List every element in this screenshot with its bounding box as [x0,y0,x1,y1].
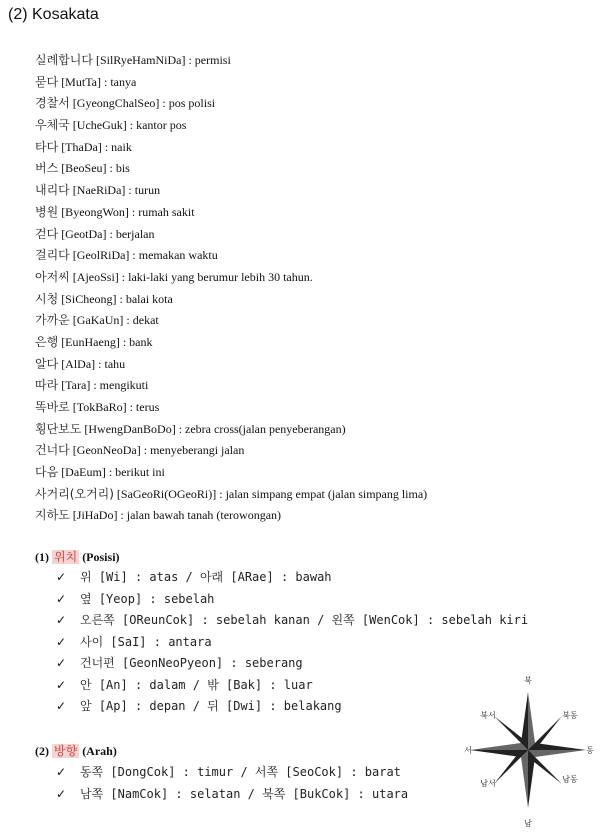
vocab-korean: 묻다 [35,74,59,89]
section-label: (Arah) [82,744,117,758]
section-heading-position [35,548,120,565]
check-item [56,632,528,654]
vocab-definition: [AlDa] : tahu [61,356,126,371]
compass-label-northwest: 북서 [480,711,496,720]
vocab-korean: 병원 [35,204,59,219]
vocab-item [35,137,427,159]
vocab-item [35,245,427,267]
compass-point-e [528,743,586,750]
check-icon: ✓ [56,699,67,713]
check-item-text: 남쪽 [NamCok] : selatan / 북쪽 [BukCok] : utara [80,786,409,801]
check-icon: ✓ [56,786,67,801]
vocab-item [35,115,427,137]
vocab-item [35,440,427,462]
vocab-item [35,310,427,332]
vocab-korean: 똑바로 [35,400,70,414]
vocab-definition: [SaGeoRi(OGeoRi)] : jalan simpang empat (jalan simpang lima) [116,486,428,501]
vocab-definition: [DaEum] : berikut ini [61,465,165,480]
vocab-item [35,332,427,354]
check-icon: ✓ [56,634,67,649]
compass-point-n [521,692,528,750]
vocab-definition: [SilRyeHamNiDa] : permisi [95,53,231,67]
vocab-item [35,180,427,202]
vocab-korean: 다음 [35,465,59,480]
vocab-item [35,72,427,94]
compass-label-east: 동 [586,746,594,755]
section-korean-title: 방향 [54,744,78,758]
vocab-korean: 시청 [35,291,59,306]
vocab-definition: [GeonNeoDa] : menyeberangi jalan [72,443,245,458]
vocab-korean: 버스 [35,161,59,176]
compass-rose-icon [456,672,600,832]
check-icon: ✓ [56,570,67,584]
vocab-definition: [GaKaUn] : dekat [72,313,159,328]
compass-label-west: 서 [464,746,472,755]
vocab-korean: 횡단보도 [35,421,82,436]
check-item-text: 앞 [Ap] : depan / 뒤 [Dwi] : belakang [80,699,342,713]
vocab-definition: [HwengDanBoDo] : zebra cross(jalan penyeberangan) [84,421,346,436]
check-icon: ✓ [56,765,67,779]
check-icon: ✓ [56,613,67,627]
vocab-korean: 은행 [35,334,59,349]
vocab-korean: 지하도 [35,508,70,523]
vocab-korean: 아저씨 [35,269,70,284]
vocab-item [35,354,427,376]
vocab-definition: [JiHaDo] : jalan bawah tanah (terowongan) [72,508,282,523]
check-item [56,762,408,784]
compass-label-northeast: 북동 [562,711,578,720]
vocab-korean: 따라 [35,378,59,393]
vocab-definition: [MutTa] : tanya [61,74,137,89]
compass-label-southwest: 남서 [480,779,496,788]
section-heading-direction [35,742,117,759]
vocab-korean: 우체국 [35,118,70,133]
vocab-item [35,224,427,246]
vocab-item [35,419,427,441]
vocab-definition: [GyeongChalSeo] : pos polisi [72,96,216,111]
vocab-item [35,267,427,289]
vocab-definition: [EunHaeng] : bank [61,334,153,349]
vocab-definition: [GeolRiDa] : memakan waktu [72,248,218,263]
vocab-korean: 걷다 [35,226,59,241]
vocab-korean: 가까운 [35,313,70,328]
check-item-text: 건너편 [GeonNeoPyeon] : seberang [80,656,303,670]
check-item-text: 옆 [Yeop] : sebelah [80,591,215,606]
vocab-korean: 내리다 [35,183,70,198]
vocab-definition: [ThaDa] : naik [61,139,132,154]
check-item-text: 사이 [SaI] : antara [80,634,212,649]
vocab-korean: 알다 [35,356,59,371]
check-item-text: 오른쪽 [OReunCok] : sebelah kanan / 왼쪽 [WenCok] : sebelah kiri [80,613,529,627]
vocab-definition: [SiCheong] : balai kota [61,291,173,306]
check-icon: ✓ [56,677,67,692]
direction-list [56,762,408,805]
page-title: (2) Kosakata [8,6,99,23]
vocab-item [35,289,427,311]
vocab-item [35,93,427,115]
vocab-korean: 실례합니다 [35,53,93,67]
check-item [56,784,408,806]
check-item-text: 안 [An] : dalam / 밖 [Bak] : luar [80,677,313,692]
vocab-definition: [UcheGuk] : kantor pos [72,118,187,133]
section-number: (1) [35,550,49,564]
compass-label-north: 북 [524,676,532,685]
vocab-item [35,202,427,224]
vocab-definition: [TokBaRo] : terus [72,400,160,414]
check-icon: ✓ [56,591,67,606]
vocab-korean: 건너다 [35,443,70,458]
vocab-item [35,375,427,397]
vocab-korean: 사거리(오거리) [35,486,114,501]
vocab-definition: [GeotDa] : berjalan [61,226,155,241]
check-item-text: 동쪽 [DongCok] : timur / 서쪽 [SeoCok] : barat [80,765,401,779]
check-item-text: 위 [Wi] : atas / 아래 [ARae] : bawah [80,570,332,584]
section-number: (2) [35,744,49,758]
section-korean-title: 위치 [54,550,78,564]
vocab-item [35,397,427,419]
vocabulary-list [35,50,427,527]
vocab-definition: [NaeRiDa] : turun [72,183,161,198]
compass-point-w [470,750,528,757]
vocab-item [35,505,427,527]
vocab-item [35,158,427,180]
vocab-item [35,50,427,72]
compass-point-s [528,750,535,808]
vocab-korean: 경찰서 [35,96,70,111]
vocab-definition: [Tara] : mengikuti [61,378,149,393]
check-item [56,589,528,611]
vocab-item [35,462,427,484]
compass-label-southeast: 남동 [562,775,578,784]
vocab-korean: 타다 [35,139,59,154]
vocab-definition: [AjeoSsi] : laki-laki yang berumur lebih 30 tahun. [72,269,313,284]
vocab-korean: 걸리다 [35,248,70,263]
section-label: (Posisi) [82,550,120,564]
check-item [56,567,528,589]
vocab-item [35,484,427,506]
vocab-definition: [BeoSeu] : bis [61,161,130,176]
check-item [56,610,528,632]
compass-label-south: 남 [524,819,532,828]
vocab-definition: [ByeongWon] : rumah sakit [61,204,195,219]
check-icon: ✓ [56,656,67,670]
